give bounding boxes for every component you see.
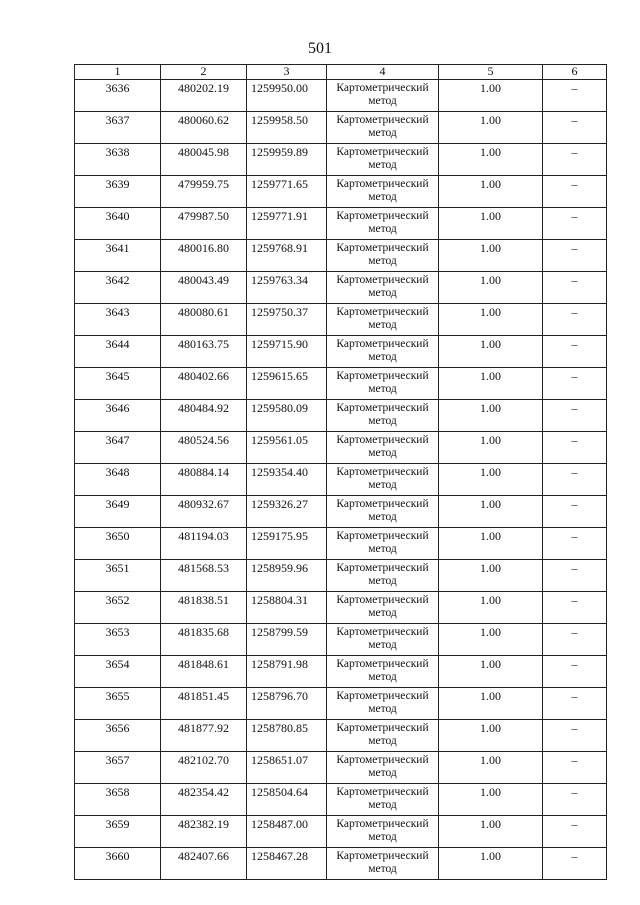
y-coordinate: 1258467.28	[247, 848, 327, 880]
point-number: 3640	[75, 208, 161, 240]
y-coordinate: 1259354.40	[247, 464, 327, 496]
x-coordinate: 480163.75	[161, 336, 247, 368]
accuracy-cell: 1.00	[439, 368, 543, 400]
point-number: 3642	[75, 272, 161, 304]
accuracy-cell: 1.00	[439, 624, 543, 656]
y-coordinate: 1258796.70	[247, 688, 327, 720]
x-coordinate: 481877.92	[161, 720, 247, 752]
note-cell: –	[543, 560, 607, 592]
method-cell: Картометрический метод	[327, 720, 439, 752]
method-cell: Картометрический метод	[327, 528, 439, 560]
method-cell: Картометрический метод	[327, 496, 439, 528]
method-cell: Картометрический метод	[327, 368, 439, 400]
note-cell: –	[543, 464, 607, 496]
y-coordinate: 1259768.91	[247, 240, 327, 272]
point-number: 3643	[75, 304, 161, 336]
x-coordinate: 482407.66	[161, 848, 247, 880]
note-cell: –	[543, 720, 607, 752]
table-row	[75, 144, 607, 176]
method-cell: Картометрический метод	[327, 464, 439, 496]
accuracy-cell: 1.00	[439, 816, 543, 848]
note-cell: –	[543, 528, 607, 560]
table-row	[75, 208, 607, 240]
point-number: 3652	[75, 592, 161, 624]
table-row	[75, 656, 607, 688]
accuracy-cell: 1.00	[439, 560, 543, 592]
table-row	[75, 432, 607, 464]
method-cell: Картометрический метод	[327, 848, 439, 880]
table-row	[75, 816, 607, 848]
note-cell: –	[543, 368, 607, 400]
note-cell: –	[543, 208, 607, 240]
method-cell: Картометрический метод	[327, 784, 439, 816]
note-cell: –	[543, 176, 607, 208]
x-coordinate: 480524.56	[161, 432, 247, 464]
y-coordinate: 1259958.50	[247, 112, 327, 144]
accuracy-cell: 1.00	[439, 208, 543, 240]
point-number: 3657	[75, 752, 161, 784]
point-number: 3660	[75, 848, 161, 880]
point-number: 3647	[75, 432, 161, 464]
table-row	[75, 272, 607, 304]
accuracy-cell: 1.00	[439, 752, 543, 784]
x-coordinate: 480402.66	[161, 368, 247, 400]
method-cell: Картометрический метод	[327, 560, 439, 592]
accuracy-cell: 1.00	[439, 528, 543, 560]
method-cell: Картометрический метод	[327, 592, 439, 624]
x-coordinate: 480202.19	[161, 80, 247, 112]
point-number: 3644	[75, 336, 161, 368]
method-cell: Картометрический метод	[327, 176, 439, 208]
y-coordinate: 1258504.64	[247, 784, 327, 816]
y-coordinate: 1258651.07	[247, 752, 327, 784]
method-cell: Картометрический метод	[327, 688, 439, 720]
column-header: 5	[439, 65, 543, 80]
note-cell: –	[543, 688, 607, 720]
y-coordinate: 1259326.27	[247, 496, 327, 528]
y-coordinate: 1258780.85	[247, 720, 327, 752]
note-cell: –	[543, 496, 607, 528]
note-cell: –	[543, 240, 607, 272]
accuracy-cell: 1.00	[439, 464, 543, 496]
table-row	[75, 688, 607, 720]
table-header-row	[75, 65, 607, 80]
x-coordinate: 480045.98	[161, 144, 247, 176]
x-coordinate: 481568.53	[161, 560, 247, 592]
x-coordinate: 480016.80	[161, 240, 247, 272]
y-coordinate: 1259580.09	[247, 400, 327, 432]
table-row	[75, 336, 607, 368]
method-cell: Картометрический метод	[327, 304, 439, 336]
note-cell: –	[543, 656, 607, 688]
table-row	[75, 368, 607, 400]
table-row	[75, 464, 607, 496]
note-cell: –	[543, 112, 607, 144]
table-row	[75, 624, 607, 656]
point-number: 3650	[75, 528, 161, 560]
y-coordinate: 1259750.37	[247, 304, 327, 336]
table-row	[75, 848, 607, 880]
method-cell: Картометрический метод	[327, 208, 439, 240]
point-number: 3655	[75, 688, 161, 720]
y-coordinate: 1259950.00	[247, 80, 327, 112]
x-coordinate: 480060.62	[161, 112, 247, 144]
method-cell: Картометрический метод	[327, 240, 439, 272]
x-coordinate: 482102.70	[161, 752, 247, 784]
accuracy-cell: 1.00	[439, 304, 543, 336]
table-row	[75, 176, 607, 208]
y-coordinate: 1259959.89	[247, 144, 327, 176]
y-coordinate: 1258959.96	[247, 560, 327, 592]
note-cell: –	[543, 592, 607, 624]
accuracy-cell: 1.00	[439, 80, 543, 112]
y-coordinate: 1259771.91	[247, 208, 327, 240]
note-cell: –	[543, 80, 607, 112]
y-coordinate: 1259771.65	[247, 176, 327, 208]
point-number: 3651	[75, 560, 161, 592]
point-number: 3659	[75, 816, 161, 848]
method-cell: Картометрический метод	[327, 80, 439, 112]
method-cell: Картометрический метод	[327, 336, 439, 368]
y-coordinate: 1258804.31	[247, 592, 327, 624]
note-cell: –	[543, 400, 607, 432]
table-row	[75, 240, 607, 272]
y-coordinate: 1258791.98	[247, 656, 327, 688]
accuracy-cell: 1.00	[439, 240, 543, 272]
x-coordinate: 480484.92	[161, 400, 247, 432]
column-header: 2	[161, 65, 247, 80]
column-header: 3	[247, 65, 327, 80]
accuracy-cell: 1.00	[439, 720, 543, 752]
method-cell: Картометрический метод	[327, 400, 439, 432]
x-coordinate: 479959.75	[161, 176, 247, 208]
x-coordinate: 481194.03	[161, 528, 247, 560]
point-number: 3648	[75, 464, 161, 496]
accuracy-cell: 1.00	[439, 400, 543, 432]
method-cell: Картометрический метод	[327, 272, 439, 304]
x-coordinate: 481848.61	[161, 656, 247, 688]
y-coordinate: 1259615.65	[247, 368, 327, 400]
x-coordinate: 480884.14	[161, 464, 247, 496]
table-row	[75, 80, 607, 112]
method-cell: Картометрический метод	[327, 816, 439, 848]
x-coordinate: 479987.50	[161, 208, 247, 240]
column-header: 6	[543, 65, 607, 80]
point-number: 3637	[75, 112, 161, 144]
note-cell: –	[543, 848, 607, 880]
accuracy-cell: 1.00	[439, 336, 543, 368]
table-row	[75, 528, 607, 560]
table-row	[75, 592, 607, 624]
x-coordinate: 481838.51	[161, 592, 247, 624]
point-number: 3636	[75, 80, 161, 112]
note-cell: –	[543, 784, 607, 816]
y-coordinate: 1259561.05	[247, 432, 327, 464]
accuracy-cell: 1.00	[439, 432, 543, 464]
accuracy-cell: 1.00	[439, 496, 543, 528]
method-cell: Картометрический метод	[327, 112, 439, 144]
table-row	[75, 496, 607, 528]
x-coordinate: 482382.19	[161, 816, 247, 848]
column-header: 1	[75, 65, 161, 80]
table-row	[75, 560, 607, 592]
note-cell: –	[543, 336, 607, 368]
note-cell: –	[543, 752, 607, 784]
table-row	[75, 400, 607, 432]
method-cell: Картометрический метод	[327, 752, 439, 784]
point-number: 3656	[75, 720, 161, 752]
x-coordinate: 480043.49	[161, 272, 247, 304]
table-row	[75, 304, 607, 336]
method-cell: Картометрический метод	[327, 432, 439, 464]
accuracy-cell: 1.00	[439, 112, 543, 144]
point-number: 3645	[75, 368, 161, 400]
accuracy-cell: 1.00	[439, 272, 543, 304]
x-coordinate: 482354.42	[161, 784, 247, 816]
x-coordinate: 481835.68	[161, 624, 247, 656]
accuracy-cell: 1.00	[439, 592, 543, 624]
note-cell: –	[543, 272, 607, 304]
point-number: 3658	[75, 784, 161, 816]
table-row	[75, 720, 607, 752]
x-coordinate: 481851.45	[161, 688, 247, 720]
y-coordinate: 1259763.34	[247, 272, 327, 304]
accuracy-cell: 1.00	[439, 176, 543, 208]
note-cell: –	[543, 304, 607, 336]
accuracy-cell: 1.00	[439, 784, 543, 816]
x-coordinate: 480932.67	[161, 496, 247, 528]
table-row	[75, 784, 607, 816]
accuracy-cell: 1.00	[439, 144, 543, 176]
point-number: 3653	[75, 624, 161, 656]
x-coordinate: 480080.61	[161, 304, 247, 336]
point-number: 3639	[75, 176, 161, 208]
y-coordinate: 1259175.95	[247, 528, 327, 560]
point-number: 3641	[75, 240, 161, 272]
point-number: 3638	[75, 144, 161, 176]
coordinates-table	[74, 64, 607, 880]
point-number: 3654	[75, 656, 161, 688]
table-row	[75, 752, 607, 784]
column-header: 4	[327, 65, 439, 80]
method-cell: Картометрический метод	[327, 656, 439, 688]
accuracy-cell: 1.00	[439, 688, 543, 720]
page-number: 501	[308, 40, 332, 57]
table-row	[75, 112, 607, 144]
method-cell: Картометрический метод	[327, 144, 439, 176]
note-cell: –	[543, 624, 607, 656]
accuracy-cell: 1.00	[439, 848, 543, 880]
y-coordinate: 1259715.90	[247, 336, 327, 368]
note-cell: –	[543, 432, 607, 464]
point-number: 3649	[75, 496, 161, 528]
y-coordinate: 1258487.00	[247, 816, 327, 848]
point-number: 3646	[75, 400, 161, 432]
note-cell: –	[543, 144, 607, 176]
accuracy-cell: 1.00	[439, 656, 543, 688]
y-coordinate: 1258799.59	[247, 624, 327, 656]
note-cell: –	[543, 816, 607, 848]
method-cell: Картометрический метод	[327, 624, 439, 656]
